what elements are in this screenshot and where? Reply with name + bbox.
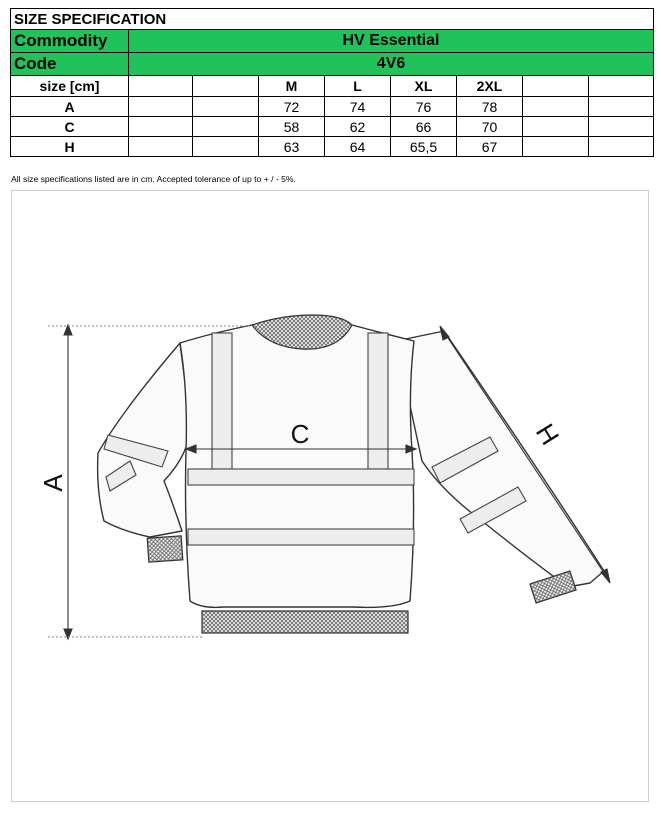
- empty-cell: [523, 117, 589, 137]
- table-row: [11, 137, 654, 157]
- empty-cell: [129, 97, 193, 117]
- size-m-header: M: [259, 76, 325, 97]
- value-cell: 67: [457, 137, 523, 157]
- sweatshirt-technical-drawing: [12, 191, 648, 801]
- empty-cell: [589, 137, 654, 157]
- table-row: [11, 97, 654, 117]
- value-cell: 63: [259, 137, 325, 157]
- empty-cell: [589, 97, 654, 117]
- code-value: 4V6: [129, 53, 654, 76]
- empty-cell: [129, 137, 193, 157]
- size-xl-header: XL: [391, 76, 457, 97]
- value-cell: 72: [259, 97, 325, 117]
- row-label-c: C: [11, 117, 129, 137]
- size-specification-table: [10, 8, 654, 157]
- size-header-row: [11, 76, 654, 97]
- empty-cell: [129, 117, 193, 137]
- left-cuff-rib: [147, 536, 183, 562]
- commodity-label: Commodity: [11, 30, 129, 53]
- garment-drawing-frame: [11, 190, 649, 802]
- value-cell: 64: [325, 137, 391, 157]
- row-label-a: A: [11, 97, 129, 117]
- table-title: SIZE SPECIFICATION: [11, 9, 654, 30]
- empty-cell: [193, 137, 259, 157]
- value-cell: 65,5: [391, 137, 457, 157]
- sweatshirt-outline: [98, 325, 604, 607]
- empty-cell: [193, 97, 259, 117]
- empty-cell: [523, 137, 589, 157]
- dimension-label-a: A: [38, 474, 68, 492]
- value-cell: 70: [457, 117, 523, 137]
- empty-cell: [193, 117, 259, 137]
- value-cell: 62: [325, 117, 391, 137]
- empty-cell: [523, 76, 589, 97]
- empty-cell: [523, 97, 589, 117]
- empty-cell: [193, 76, 259, 97]
- value-cell: 74: [325, 97, 391, 117]
- size-l-header: L: [325, 76, 391, 97]
- dimension-label-c: C: [290, 419, 310, 449]
- size-header-label: size [cm]: [11, 76, 129, 97]
- tolerance-note: All size specifications listed are in cm. Accepted tolerance of up to + / - 5%.: [11, 174, 296, 184]
- value-cell: 66: [391, 117, 457, 137]
- value-cell: 78: [457, 97, 523, 117]
- row-label-h: H: [11, 137, 129, 157]
- empty-cell: [129, 76, 193, 97]
- commodity-value: HV Essential: [129, 30, 654, 53]
- empty-cell: [589, 76, 654, 97]
- empty-cell: [589, 117, 654, 137]
- value-cell: 76: [391, 97, 457, 117]
- hem-rib: [202, 611, 408, 633]
- value-cell: 58: [259, 117, 325, 137]
- size-2xl-header: 2XL: [457, 76, 523, 97]
- code-label: Code: [11, 53, 129, 76]
- dimension-label-h: H: [529, 418, 566, 451]
- table-row: [11, 117, 654, 137]
